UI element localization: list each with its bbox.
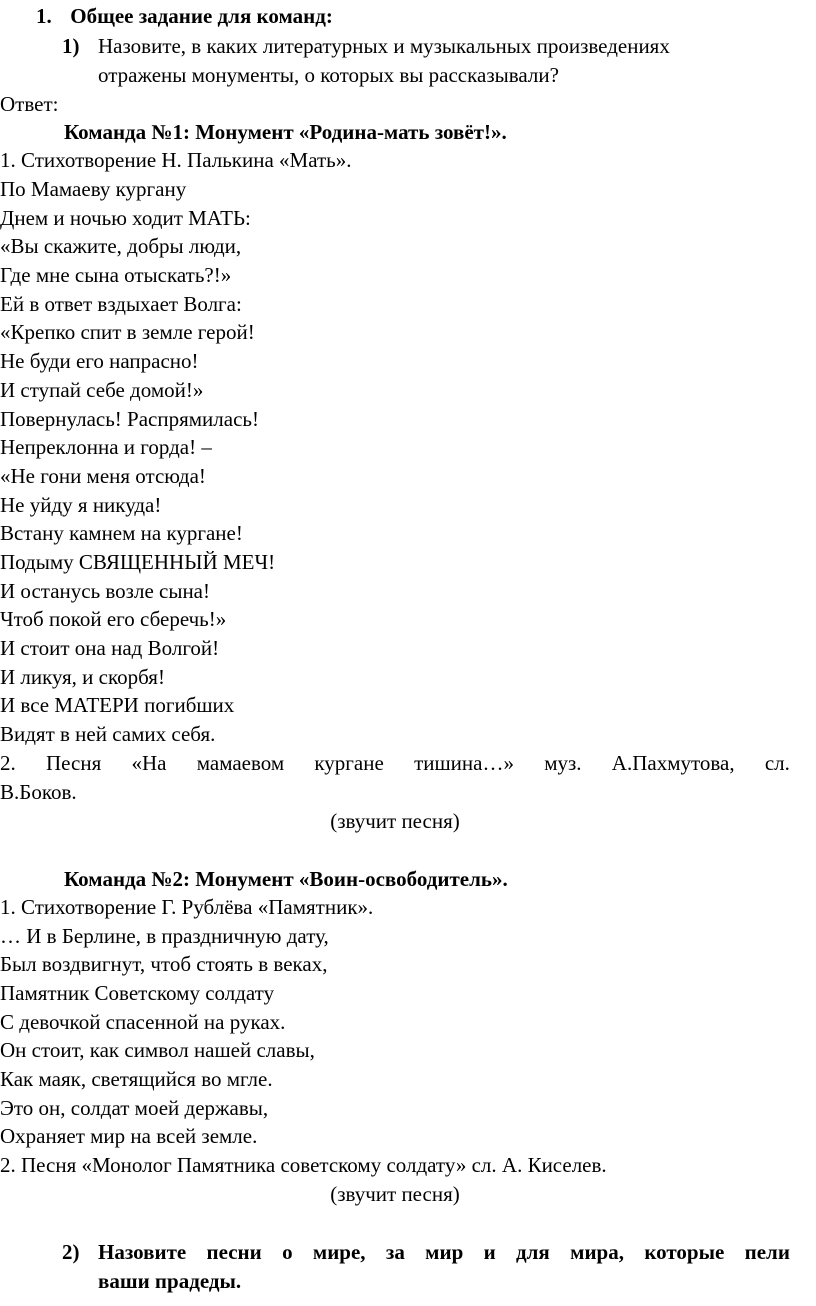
word: песни (206, 1240, 262, 1264)
question-2-line2: ваши прадеды. (98, 1269, 242, 1293)
poem-line: С девочкой спасенной на руках. (0, 1010, 286, 1034)
question-2-number: 2) (62, 1240, 80, 1264)
team1-item1: 1. Стихотворение Н. Палькина «Мать». (0, 148, 352, 172)
poem-line: Это он, солдат моей державы, (0, 1096, 269, 1120)
team1-item2-line2: В.Боков. (0, 780, 77, 804)
word: и (483, 1240, 496, 1264)
poem-line: Непреклонна и горда! – (0, 435, 212, 459)
poem-line: И стоит она над Волгой! (0, 636, 220, 660)
word: которые (644, 1240, 725, 1264)
poem-line: Был воздвигнут, чтоб стоять в веках, (0, 952, 328, 976)
poem-line: … И в Берлине, в праздничную дату, (0, 924, 329, 948)
question-1-text-line1: Назовите, в каких литературных и музыкальных произведениях (98, 34, 670, 58)
word: мира, (570, 1240, 624, 1264)
poem-line: Ей в ответ вздыхает Волга: (0, 292, 242, 316)
word: мамаевом (196, 751, 285, 775)
team1-item2-line1 (0, 749, 790, 777)
poem-line: «Не гони меня отсюда! (0, 464, 206, 488)
word: 2. (0, 751, 16, 775)
poem-line: Видят в ней самих себя. (0, 722, 216, 746)
poem-line: Где мне сына отыскать?!» (0, 263, 232, 287)
question-1 (62, 32, 670, 60)
word: муз. (544, 751, 582, 775)
question-2-words (98, 1238, 790, 1266)
word: о (282, 1240, 293, 1264)
poem-line: «Вы скажите, добры люди, (0, 234, 242, 258)
poem-line: По Мамаеву кургану (0, 177, 187, 201)
question-1-text-line2: отражены монументы, о которых вы рассказывали? (98, 63, 559, 87)
poem-line: И останусь возле сына! (0, 579, 210, 603)
word: сл. (764, 751, 790, 775)
poem-line: Не буди его напрасно! (0, 349, 199, 373)
question-1-number: 1) (62, 34, 80, 58)
poem-line: Памятник Советскому солдату (0, 981, 275, 1005)
poem-line: Подыму СВЯЩЕННЫЙ МЕЧ! (0, 550, 276, 574)
word: мире, (312, 1240, 366, 1264)
poem-line: Повернулась! Распрямилась! (0, 407, 259, 431)
team2-song-note: (звучит песня) (330, 1182, 460, 1206)
answer-label: Ответ: (0, 92, 59, 116)
poem-line: И ликуя, и скорбя! (0, 665, 165, 689)
word: пели (744, 1240, 790, 1264)
word: мир (425, 1240, 464, 1264)
word: кургане (314, 751, 384, 775)
team2-heading: Команда №2: Монумент «Воин-освободитель». (64, 867, 508, 891)
word: за (385, 1240, 405, 1264)
word: А.Пахмутова, (611, 751, 735, 775)
poem-line: Как маяк, светящийся во мгле. (0, 1067, 273, 1091)
poem-line: И ступай себе домой!» (0, 378, 204, 402)
task-number: 1. (36, 4, 52, 28)
poem-line: Не уйду я никуда! (0, 493, 162, 517)
team1-song-note: (звучит песня) (330, 809, 460, 833)
question-2-line1 (62, 1238, 790, 1266)
poem-line: Охраняет мир на всей земле. (0, 1124, 258, 1148)
word: Назовите (98, 1240, 187, 1264)
word: для (516, 1240, 550, 1264)
poem-line: Он стоит, как символ нашей славы, (0, 1038, 315, 1062)
word: тишина…» (414, 751, 514, 775)
poem-line: И все МАТЕРИ погибших (0, 693, 235, 717)
poem-line: Чтоб покой его сберечь!» (0, 607, 227, 631)
team1-heading: Команда №1: Монумент «Родина-мать зовёт!». (64, 120, 507, 144)
team2-item2: 2. Песня «Монолог Памятника советскому солдату» сл. А. Киселев. (0, 1153, 607, 1177)
team2-item1: 1. Стихотворение Г. Рублёва «Памятник». (0, 895, 374, 919)
word: Песня (46, 751, 102, 775)
word: «На (131, 751, 167, 775)
task-header (36, 2, 333, 30)
poem-line: «Крепко спит в земле герой! (0, 320, 255, 344)
poem-line: Днем и ночью ходит МАТЬ: (0, 206, 251, 230)
poem-line: Встану камнем на кургане! (0, 521, 243, 545)
task-title: Общее задание для команд: (70, 4, 333, 28)
